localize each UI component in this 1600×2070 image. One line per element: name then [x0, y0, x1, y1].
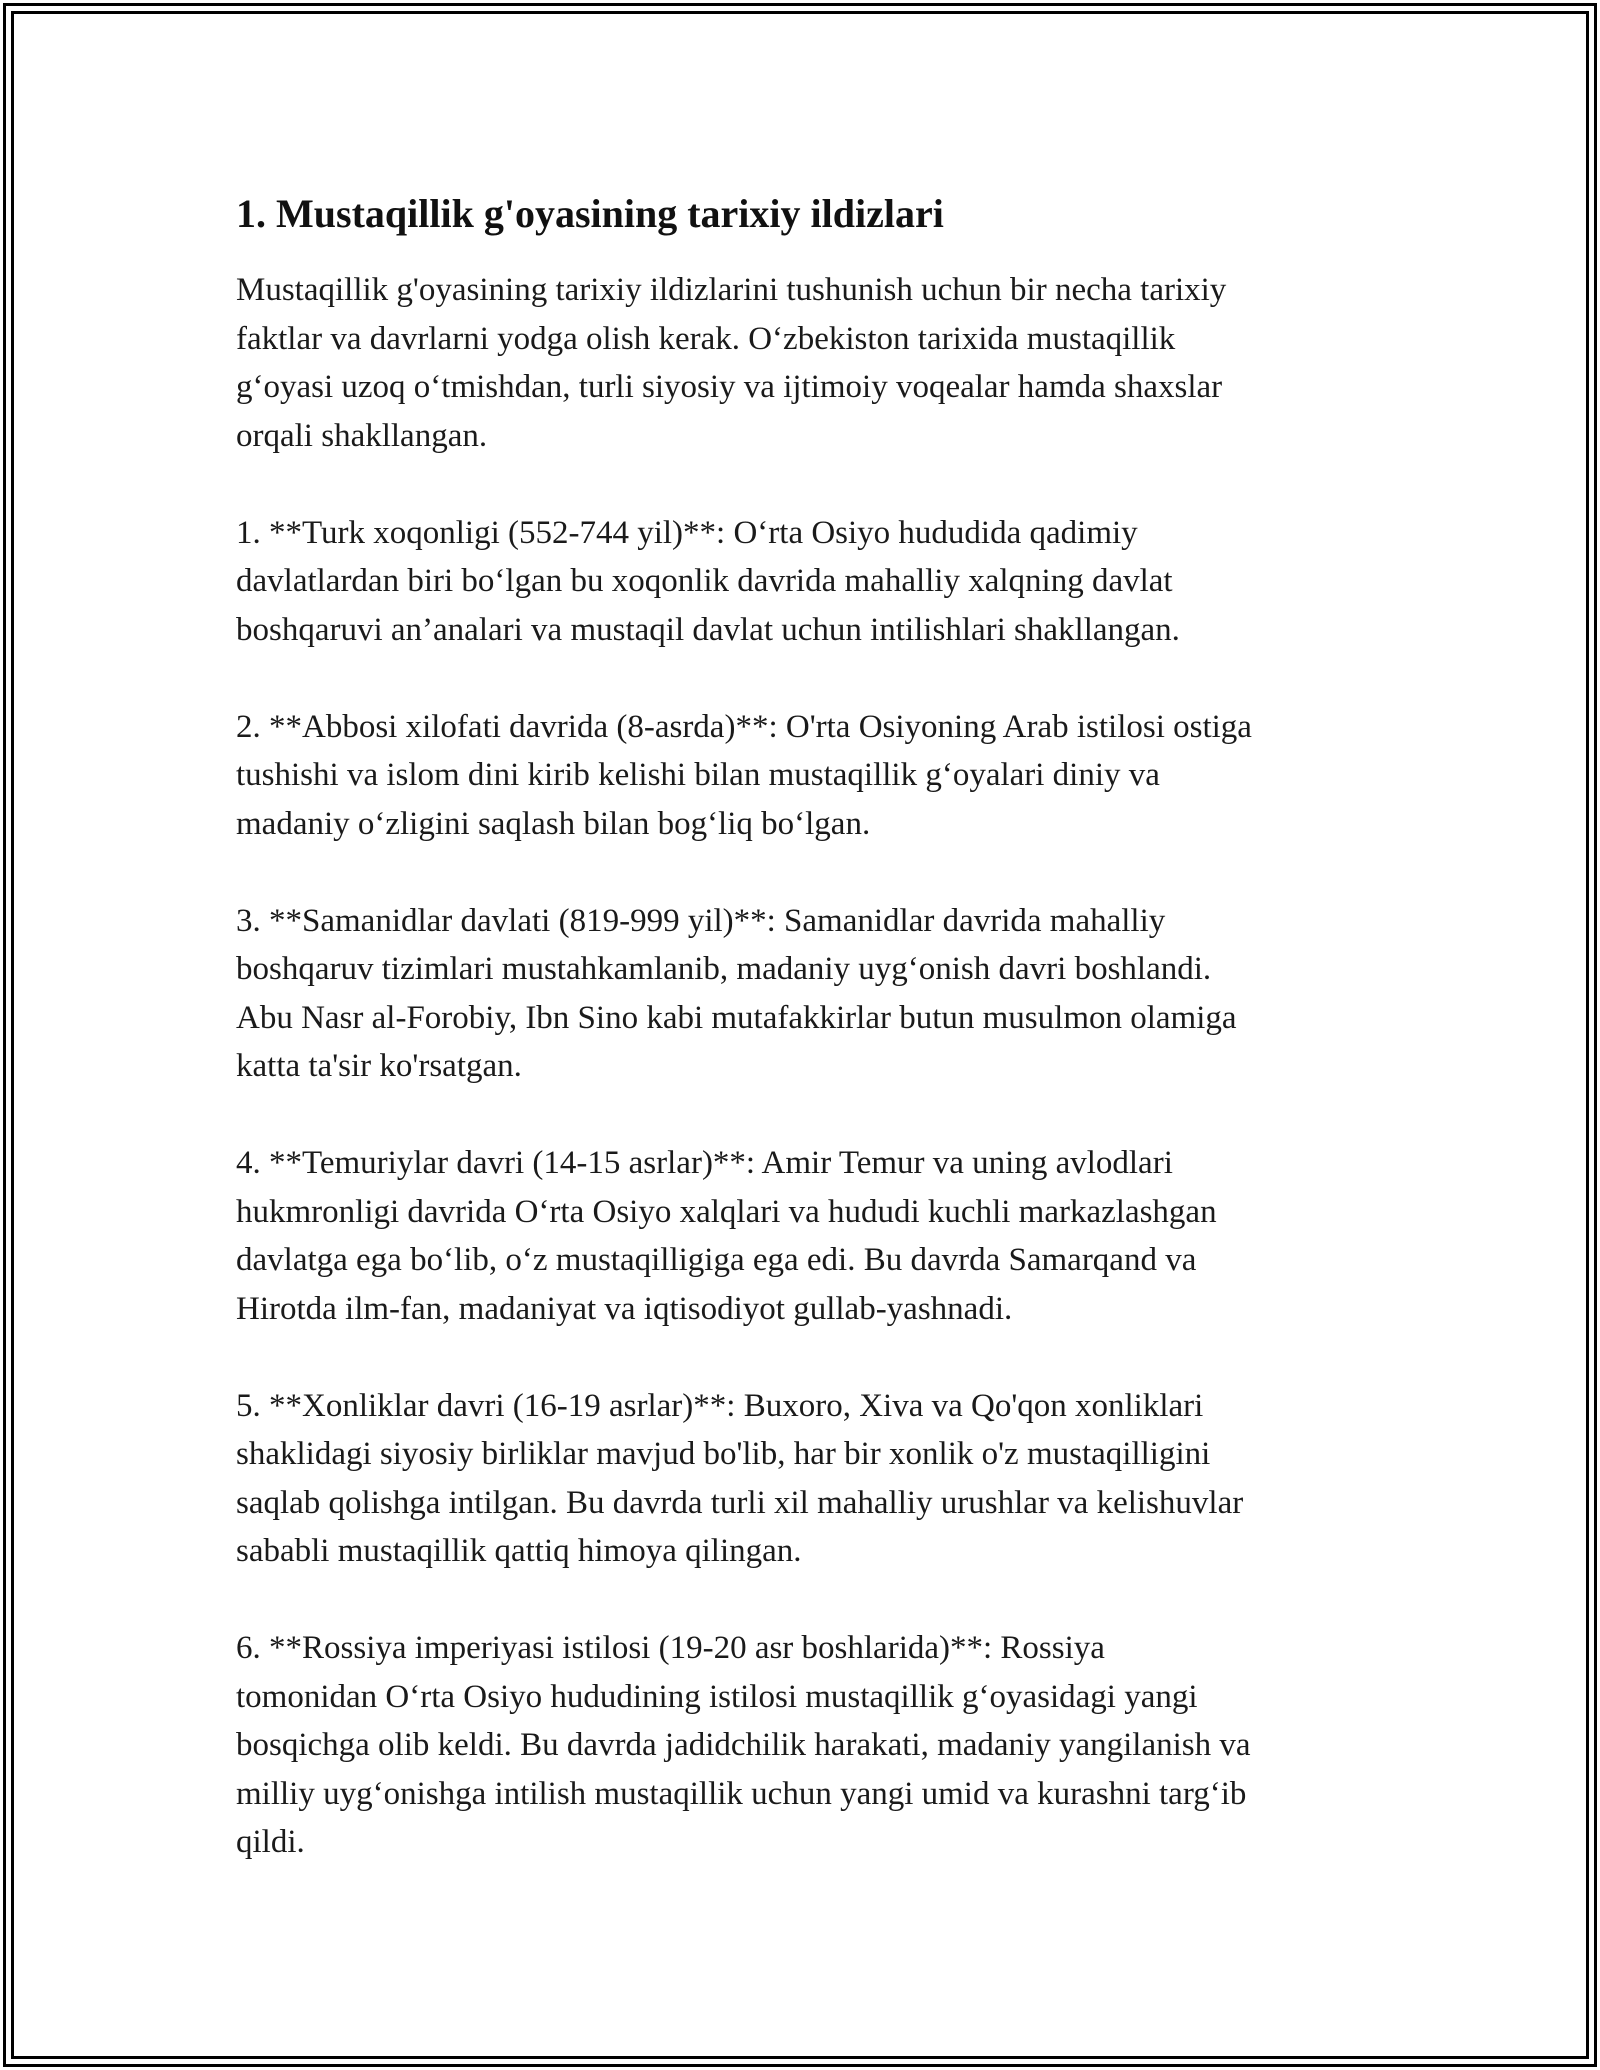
paragraph-turk-xoqonligi: 1. **Turk xoqonligi (552-744 yil)**: O‘rta Osiyo hududida qadimiy davlatlardan biri bo‘lgan bu xoqonlik davrida mahalliy xalqning davlat boshqaruvi an’analari va mustaqil davlat uchun intilishlari shakllangan. — [236, 514, 1180, 648]
document-body — [236, 186, 1396, 1867]
section-heading: 1. Mustaqillik g'oyasining tarixiy ildizlari — [236, 191, 944, 236]
paragraph-abbosi-xilofati: 2. **Abbosi xilofati davrida (8-asrda)**: O'rta Osiyoning Arab istilosi ostiga tushishi va islom dini kirib kelishi bilan mustaqillik g‘oyalari diniy va madaniy o‘zligini saqlash bilan bog‘liq bo‘lgan. — [236, 708, 1252, 842]
paragraph-rossiya-istilosi: 6. **Rossiya imperiyasi istilosi (19-20 asr boshlarida)**: Rossiya tomonidan O‘rta Osiyo hududining istilosi mustaqillik g‘oyasidagi yangi bosqichga olib keldi. Bu davrda jadidchilik harakati, madaniy yangilanish va milliy uyg‘onishga intilish mustaqillik uchun yangi umid va kurashni targ‘ib qildi. — [236, 1630, 1251, 1860]
paragraph-samanidlar: 3. **Samanidlar davlati (819-999 yil)**: Samanidlar davrida mahalliy boshqaruv tizimlari mustahkamlanib, madaniy uyg‘onish davri boshlandi. Abu Nasr al-Forobiy, Ibn Sino kabi mutafakkirlar butun musulmon olamiga katta ta'sir ko'rsatgan. — [236, 902, 1237, 1084]
paragraph-xonliklar: 5. **Xonliklar davri (16-19 asrlar)**: Buxoro, Xiva va Qo'qon xonliklari shaklidagi siyosiy birliklar mavjud bo'lib, har bir xonlik o'z mustaqilligini saqlab qolishga intilgan. Bu davrda turli xil mahalliy urushlar va kelishuvlar sababli mustaqillik qattiq himoya qilingan. — [236, 1387, 1244, 1569]
paragraph-temuriylar: 4. **Temuriylar davri (14-15 asrlar)**: Amir Temur va uning avlodlari hukmronligi davrida O‘rta Osiyo xalqlari va hududi kuchli markazlashgan davlatga ega bo‘lib, o‘z mustaqilligiga ega edi. Bu davrda Samarqand va Hirotda ilm-fan, madaniyat va iqtisodiyot gullab-yashnadi. — [236, 1145, 1217, 1327]
intro-paragraph: Mustaqillik g'oyasining tarixiy ildizlarini tushunish uchun bir necha tarixiy faktlar va davrlarni yodga olish kerak. O‘zbekiston tarixida mustaqillik g‘oyasi uzoq o‘tmishdan, turli siyosiy va ijtimoiy voqealar hamda shaxslar orqali shakllangan. — [236, 272, 1227, 454]
